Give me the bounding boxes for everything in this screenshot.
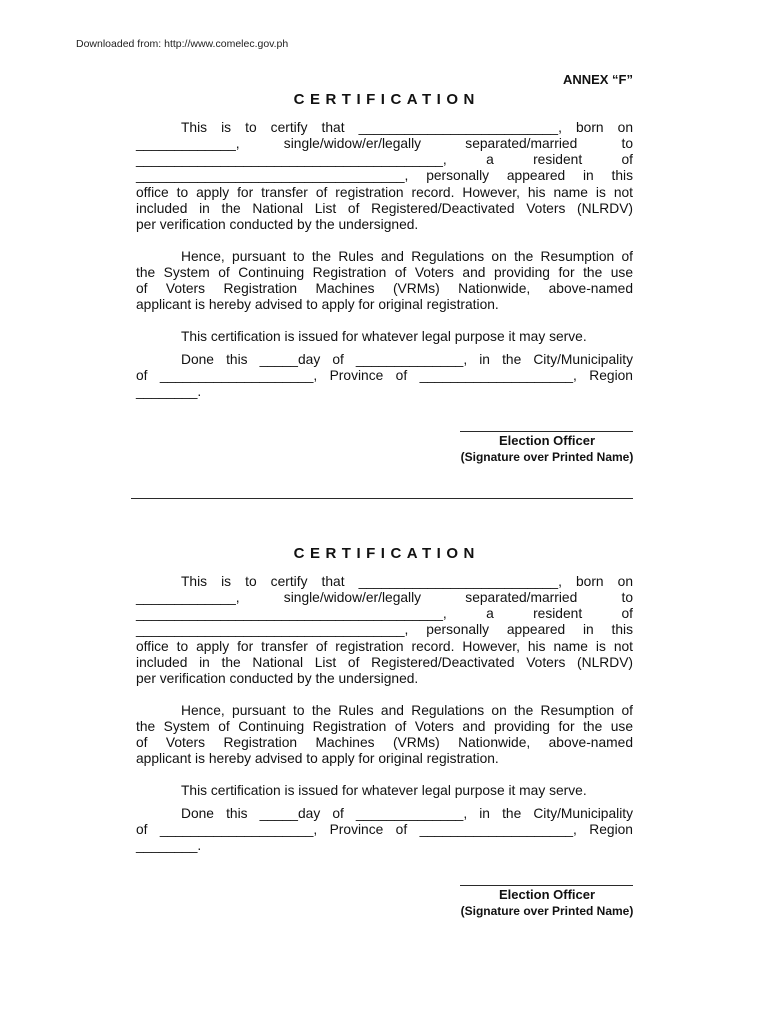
paragraph-line: Hence, pursuant to the Rules and Regulations on the Resumption of [181,703,633,718]
signatory-title: Election Officer [498,433,596,448]
annex-label: ANNEX “F” [562,72,633,87]
signature-caption: (Signature over Printed Name) [460,904,634,918]
paragraph-line: the System of Continuing Registration of Voters and providing for the use [136,265,633,280]
paragraph-line: of Voters Registration Machines (VRMs) Nationwide, above-named [136,735,633,750]
paragraph-line: included in the National List of Registered/Deactivated Voters (NLRDV) [136,655,633,670]
paragraph-line: of ____________________, Province of ____________________, Region [136,368,633,383]
paragraph-line: Done this _____day of ______________, in the City/Municipality [181,806,633,821]
paragraph-line: _____________, single/widow/er/legally separated/married to [136,136,633,151]
paragraph-line: ___________________________________, personally appeared in this [136,168,633,183]
signature-caption: (Signature over Printed Name) [460,450,634,464]
paragraph-line: office to apply for transfer of registration record. However, his name is not [136,639,633,654]
paragraph-line: _____________, single/widow/er/legally separated/married to [136,590,633,605]
paragraph-line: This certification is issued for whatever legal purpose it may serve. [181,783,587,798]
form-title: CERTIFICATION [293,91,480,108]
certification-form [0,540,768,920]
form-title: CERTIFICATION [293,545,480,562]
paragraph-line: included in the National List of Registered/Deactivated Voters (NLRDV) [136,201,633,216]
cut-line-divider [131,498,633,499]
certification-form [0,86,768,466]
paragraph-line: ___________________________________, personally appeared in this [136,622,633,637]
paragraph-line: Hence, pursuant to the Rules and Regulations on the Resumption of [181,249,633,264]
paragraph-line: Done this _____day of ______________, in the City/Municipality [181,352,633,367]
paragraph-line: ________. [136,384,202,399]
paragraph-line: This is to certify that __________________________, born on [181,120,633,135]
paragraph-line: the System of Continuing Registration of Voters and providing for the use [136,719,633,734]
paragraph-line: of Voters Registration Machines (VRMs) Nationwide, above-named [136,281,633,296]
paragraph-line: This is to certify that __________________________, born on [181,574,633,589]
paragraph-line: ________. [136,838,202,853]
paragraph-line: applicant is hereby advised to apply for original registration. [136,297,499,312]
paragraph-line: ________________________________________, a resident of [136,152,633,167]
paragraph-line: office to apply for transfer of registration record. However, his name is not [136,185,633,200]
paragraph-line: This certification is issued for whatever legal purpose it may serve. [181,329,587,344]
paragraph-line: per verification conducted by the undersigned. [136,217,419,232]
paragraph-line: ________________________________________, a resident of [136,606,633,621]
download-source-note: Downloaded from: http://www.comelec.gov.ph [76,38,289,50]
signature-line [460,431,633,432]
paragraph-line: per verification conducted by the undersigned. [136,671,419,686]
signature-line [460,885,633,886]
signatory-title: Election Officer [498,887,596,902]
paragraph-line: of ____________________, Province of ____________________, Region [136,822,633,837]
paragraph-line: applicant is hereby advised to apply for original registration. [136,751,499,766]
